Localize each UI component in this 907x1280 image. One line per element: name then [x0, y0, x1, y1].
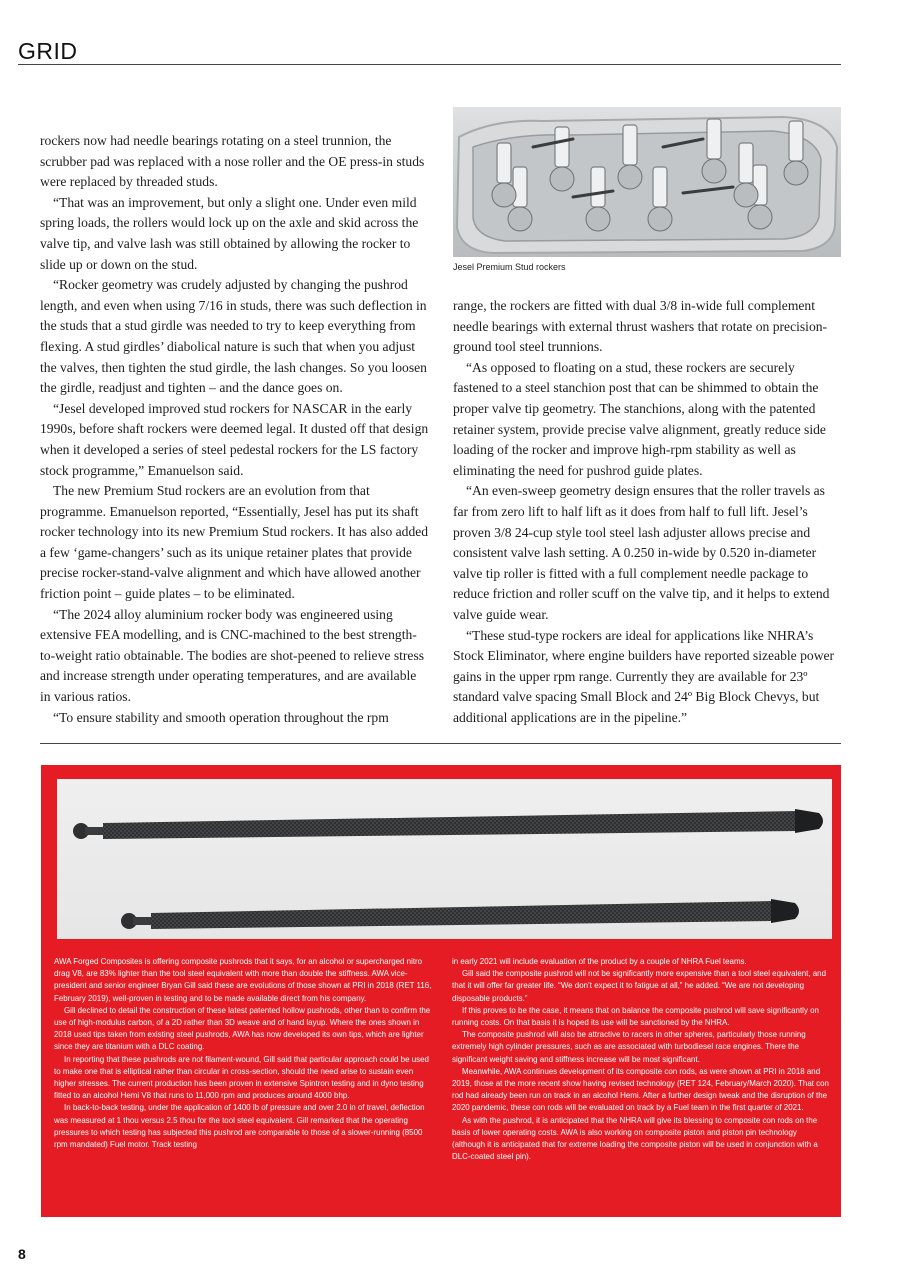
sidebar-column-right: [452, 956, 830, 1163]
sidebar-box: [41, 765, 841, 1217]
page-number: 8: [18, 1246, 26, 1262]
paragraph: range, the rockers are fitted with dual 3/8 in-wide full complement needle bearings with external thrust washers that rotate on precision-ground tool steel trunnions.: [453, 298, 828, 355]
paragraph: “Jesel developed improved stud rockers for NASCAR in the early 1990s, before shaft rockers were deemed legal. It dusted off that design when it developed a series of steel pedestal rockers for the LS factory stock programme,” Emanuelson said.: [40, 400, 429, 478]
paragraph: AWA Forged Composites is offering composite pushrods that it says, for an alcohol or supercharged nitro drag V8, are 83% lighter than the tool steel equivalent with more than double the stiffness. AWA vice-president and senior engineer Bryan Gill said these are evolutions of those shown at PRI in 2018 (RET 116, February 2019), well-proven in testing and to be made available direct from his company.: [54, 957, 432, 1003]
paragraph: Gill declined to detail the construction of these latest patented hollow pushrods, other than to confirm the use of high-modulus carbon, of a 2D rather than 3D weave and of hand layup. Where the ones shown in 2018 used tips taken from existing steel pushrods, AWA has now developed its own tips, which are lighter since they are titanium with a DLC coating.: [54, 1005, 431, 1052]
paragraph: in early 2021 will include evaluation of the product by a couple of NHRA Fuel teams.: [452, 957, 747, 966]
paragraph: “Rocker geometry was crudely adjusted by changing the pushrod length, and even when using 7/16 in studs, there was such deflection in the studs that a stud girdle was needed to try to keep everything from flexing. A stud girdles’ diabolical nature is such that when you adjust the valves, then tighten the stud girdle, the lash changes. So you loosen the girdle, readjust and tighten – and the dance goes on.: [40, 277, 427, 396]
pushrod-photo: [57, 779, 832, 939]
paragraph: “These stud-type rockers are ideal for applications like NHRA’s Stock Eliminator, where engine builders have reported sizeable power gains in the upper rpm range. Currently they are available for 23º standard valve spacing Small Block and 24º Big Block Chevys, but additional applications are in the pipeline.”: [453, 627, 835, 725]
paragraph: “That was an improvement, but only a slight one. Under even mild spring loads, the rollers would lock up on the axle and skid across the valve tip, and valve lash was still obtained by allowing the rocker to slide up or down on the stud.: [40, 194, 419, 272]
paragraph: In back-to-back testing, under the application of 1400 lb of pressure and over 2.0 in of travel, deflection was measured at 1 thou versus 2.5 thou for the tool steel equivalent. Gill remarked that the operating pressures to which testing has subjected this pushrod are comparable to those of a slower-running (8500 rpm mandated) Fuel motor. Track testing: [54, 1103, 425, 1150]
section-title: GRID: [18, 38, 78, 64]
paragraph: “An even-sweep geometry design ensures that the roller travels as far from zero lift to half lift as it does from half to full lift. Jesel’s proven 3/8 24-cup style tool steel lash adjuster allows precise and consistent valve lash setting. A 0.250 in-wide by 0.520 in-diameter valve tip roller is fitted with a full complement needle package to reduce friction and roller scuff on the valve tip, and it helps to extend valve guide wear.: [453, 483, 830, 622]
paragraph: As with the pushrod, it is anticipated that the NHRA will give its blessing to composite con rods on the basis of lower operating costs. AWA is also working on composite piston and piston pin technology (although it is anticipated that for extreme loading the composite piston will be used in conjunction with a DLC-coated steel pin).: [452, 1115, 818, 1162]
pushrods-illustration: [57, 779, 832, 939]
paragraph: Meanwhile, AWA continues development of its composite con rods, as were shown at PRI in 2018 and 2019, those at the more recent show having revised technology (RET 124, February/March 2020). That con rod had already been run on track in an alcohol Hemi. After a further design tweak and the disruption of the 2020 pandemic, these con rods will be evaluated on track by a Fuel team in the first quarter of 2021.: [452, 1066, 829, 1113]
paragraph: If this proves to be the case, it means that on balance the composite pushrod will save significantly on running costs. On that basis it is hoped its use will be sanctioned by the NHRA.: [452, 1005, 819, 1028]
pushrod-lower: [121, 899, 799, 929]
pushrod-upper: [73, 809, 823, 839]
paragraph: “As opposed to floating on a stud, these rockers are securely fastened to a steel stanchion post that can be shimmed to obtain the proper valve tip geometry. The stanchions, along with the patented retainer system, provide precise valve alignment, greatly reduce side loading of the rocker and improve high-rpm stability as well as eliminating the need for pushrod guide plates.: [453, 359, 826, 478]
paragraph: The composite pushrod will also be attractive to racers in other spheres, particularly those running extremely high cylinder pressures, such as are associated with turbodiesel race engines. There the significant weight saving and stiffness increase will be most significant.: [452, 1030, 806, 1064]
article-column-left: [40, 131, 430, 728]
paragraph: “The 2024 alloy aluminium rocker body was engineered using extensive FEA modelling, and is CNC-machined to the best strength-to-weight ratio obtainable. The bodies are shot-peened to relieve stress and increase strength under operating temperatures, and are available in various ratios.: [40, 606, 425, 705]
sidebar-column-left: [54, 956, 432, 1151]
header-rule: [18, 64, 841, 65]
rocker-photo: [453, 107, 841, 257]
paragraph: In reporting that these pushrods are not filament-wound, Gill said that particular approach could be used to make one that is elliptical rather than circular in cross-section, should the need arise to sustain even higher stresses. The current production has been proven in extensive Spintron testing and in dyno testing fitted to an alcohol Hemi V8 that runs to 11,000 rpm and produces around 4000 bhp.: [54, 1054, 429, 1101]
paragraph: Gill said the composite pushrod will not be significantly more expensive than a tool steel equivalent, and that it will offer far greater life. “We don’t expect it to fatigue at all,” he added. “We are not developing disposable products.”: [452, 969, 827, 1003]
cylinder-head-illustration: [453, 107, 841, 257]
photo-caption: Jesel Premium Stud rockers: [453, 262, 566, 272]
paragraph: “To ensure stability and smooth operation throughout the rpm: [53, 709, 389, 725]
article-column-right: [453, 296, 843, 728]
paragraph: The new Premium Stud rockers are an evolution from that programme. Emanuelson reported, “Essentially, Jesel has put its shaft rocker technology into its new Premium Stud rockers. It has also added a few ‘game-changers’ such as its unique retainer plates that provide precise rocker-stand-valve alignment and which have allowed another friction point – guide plates – to be eliminated.: [40, 483, 429, 602]
section-divider: [40, 743, 841, 744]
paragraph: rockers now had needle bearings rotating on a steel trunnion, the scrubber pad was replaced with a nose roller and the OE press-in studs were replaced by threaded studs.: [40, 133, 425, 190]
